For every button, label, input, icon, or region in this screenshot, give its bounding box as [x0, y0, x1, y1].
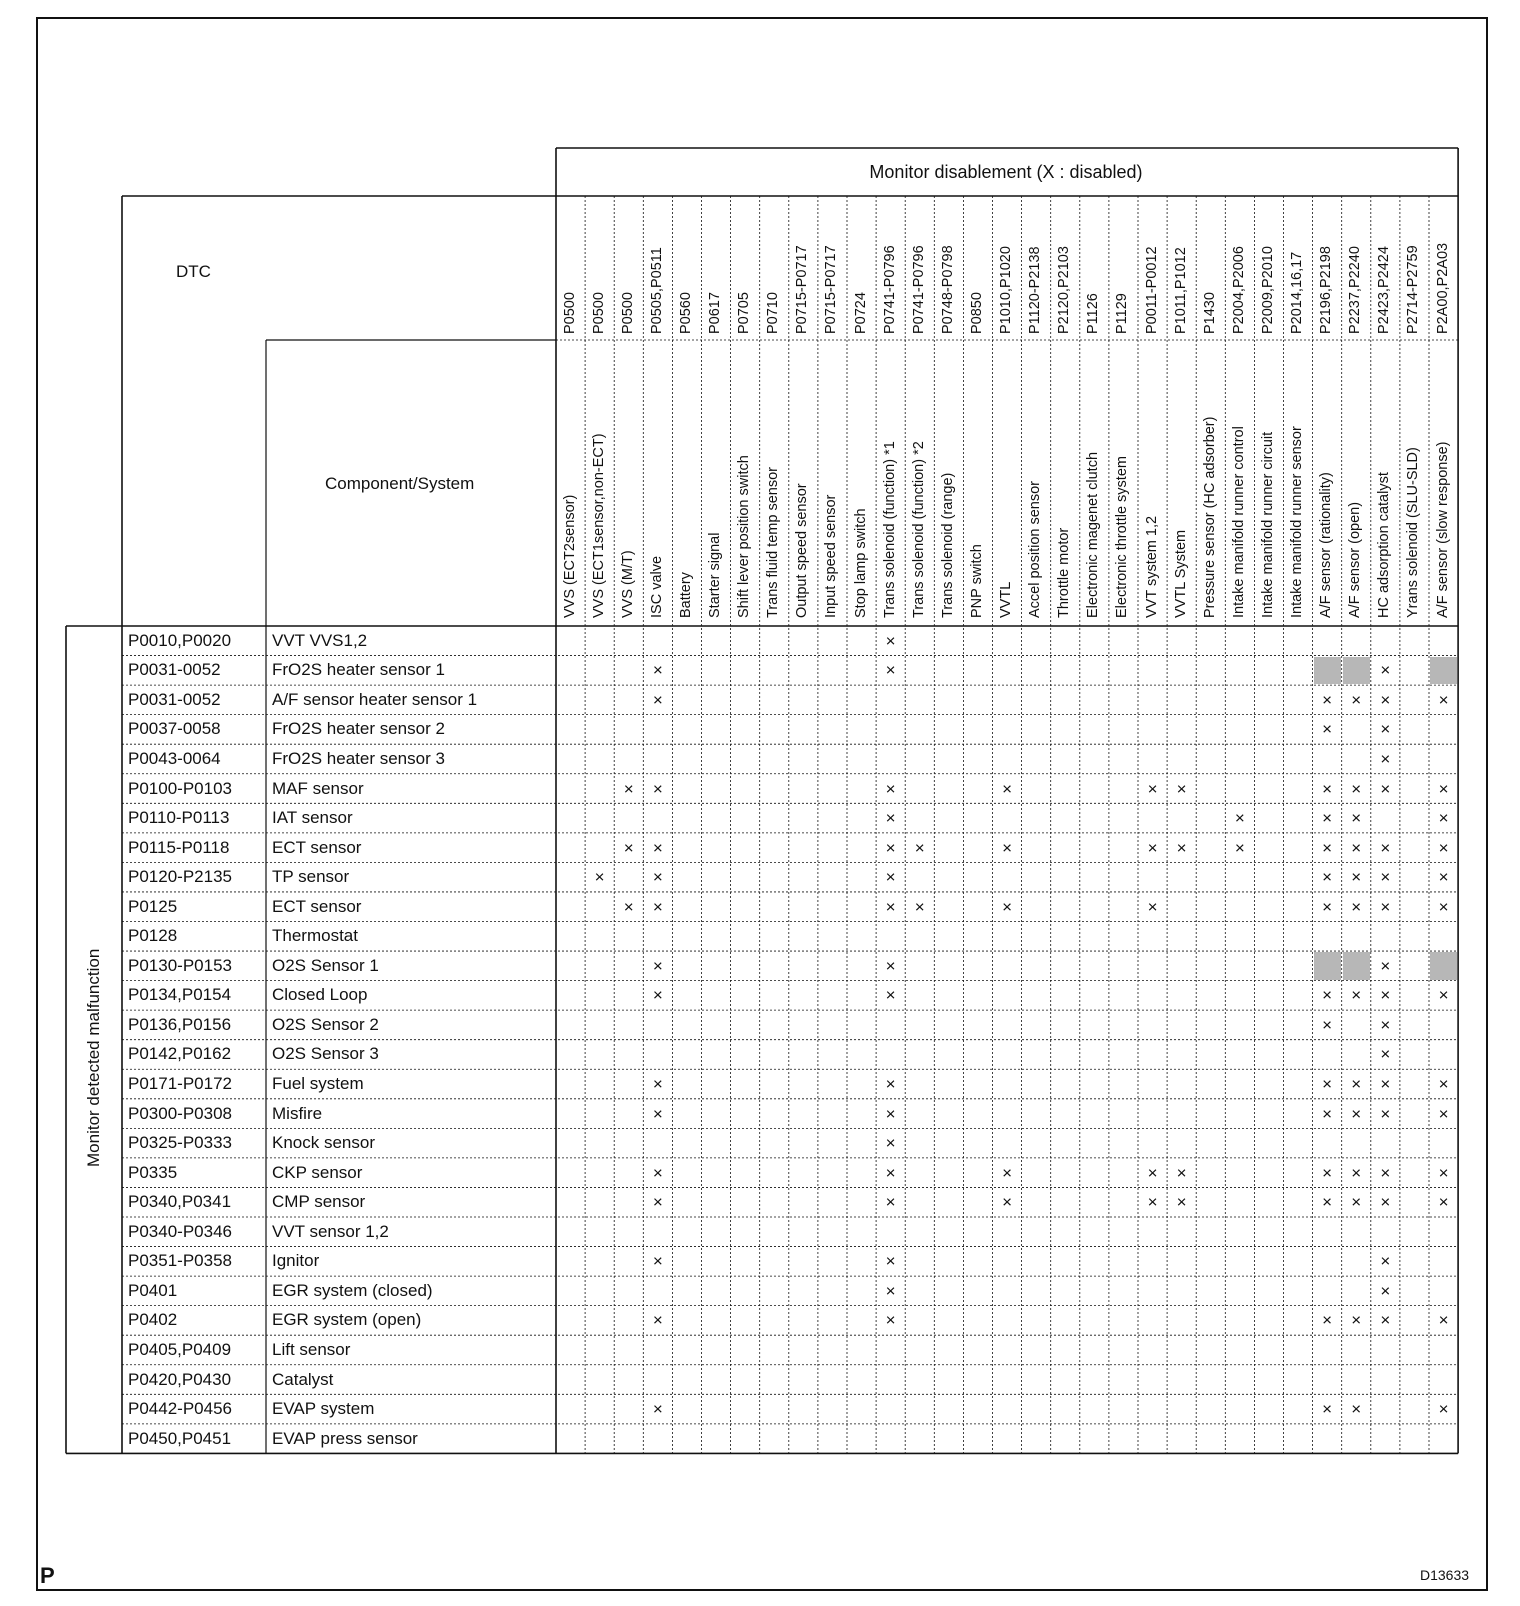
column-dtc-code: P0500: [590, 292, 607, 334]
disabled-mark: ×: [652, 690, 663, 710]
column-component-name: VVTL System: [1172, 529, 1189, 618]
column-component-name: A/F sensor (slow response): [1434, 441, 1451, 618]
disabled-mark: ×: [1176, 1163, 1187, 1183]
row-component: FrO2S heater sensor 2: [272, 719, 445, 739]
column-dtc-code: P1129: [1114, 293, 1131, 334]
column-component-name: VVS (ECT1sensor,non-ECT): [590, 433, 607, 618]
disabled-mark: ×: [1351, 1104, 1362, 1124]
row-component: Fuel system: [272, 1074, 364, 1094]
row-component: IAT sensor: [272, 808, 353, 828]
column-component-name: Starter signal: [707, 532, 724, 618]
column-component-name: Throttle motor: [1056, 527, 1073, 618]
disabled-mark: ×: [1380, 1310, 1391, 1330]
row-component: EVAP system: [272, 1399, 375, 1419]
disabled-mark: ×: [914, 897, 925, 917]
column-dtc-code: P2120,P2103: [1056, 246, 1073, 334]
disabled-mark: ×: [1380, 956, 1391, 976]
disabled-mark: ×: [1322, 1399, 1333, 1419]
row-component: O2S Sensor 1: [272, 955, 379, 975]
column-dtc-code: P0748-P0798: [939, 245, 956, 334]
disabled-mark: ×: [1438, 779, 1449, 799]
row-dtc: P0340,P0341: [128, 1192, 232, 1212]
column-component-name: Battery: [677, 572, 694, 618]
column-component-name: Intake manifold runner sensor: [1289, 426, 1306, 618]
row-dtc: P0125: [128, 896, 178, 916]
column-dtc-code: P0724: [852, 292, 869, 334]
disabled-mark: ×: [652, 1399, 663, 1419]
disabled-mark: ×: [1351, 985, 1362, 1005]
row-dtc: P0420,P0430: [128, 1369, 232, 1389]
disabled-mark: ×: [1380, 660, 1391, 680]
disabled-mark: ×: [652, 1074, 663, 1094]
disabled-mark: ×: [1322, 690, 1333, 710]
row-dtc: P0450,P0451: [128, 1428, 232, 1448]
page-letter: P: [40, 1563, 55, 1588]
disabled-mark: ×: [652, 956, 663, 976]
disabled-mark: ×: [1322, 897, 1333, 917]
disabled-mark: ×: [1147, 1192, 1158, 1212]
disabled-mark: ×: [885, 1192, 896, 1212]
disabled-mark: ×: [1351, 838, 1362, 858]
disabled-mark: ×: [1380, 1104, 1391, 1124]
disabled-mark: ×: [1322, 867, 1333, 887]
column-component-name: Intake manifold runner circuit: [1259, 431, 1276, 618]
disabled-mark: ×: [1438, 1192, 1449, 1212]
row-dtc: P0031-0052: [128, 660, 221, 680]
disabled-mark: ×: [1438, 1399, 1449, 1419]
column-component-name: Electronic magenet clutch: [1085, 451, 1102, 618]
column-component-name: VVS (ECT2sensor): [561, 494, 578, 618]
row-component: ECT sensor: [272, 896, 362, 916]
disabled-mark: ×: [1438, 808, 1449, 828]
column-component-name: Trans solenoid (function) *2: [910, 441, 927, 618]
row-dtc: P0136,P0156: [128, 1014, 232, 1034]
disabled-mark: ×: [885, 1310, 896, 1330]
row-component: O2S Sensor 3: [272, 1044, 379, 1064]
disabled-mark: ×: [1380, 1044, 1391, 1064]
row-dtc: P0043-0064: [128, 748, 221, 768]
disabled-mark: ×: [1002, 779, 1013, 799]
row-component: Misfire: [272, 1103, 323, 1123]
disabled-mark: ×: [1438, 1074, 1449, 1094]
disabled-mark: ×: [885, 808, 896, 828]
disabled-mark: ×: [1380, 690, 1391, 710]
column-dtc-code: P2237,P2240: [1347, 246, 1364, 334]
row-dtc: P0110-P0113: [128, 808, 230, 828]
row-dtc: P0325-P0333: [128, 1133, 232, 1153]
disabled-mark: ×: [652, 779, 663, 799]
column-component-name: Trans solenoid (function) *1: [881, 441, 898, 618]
row-component: Closed Loop: [272, 985, 368, 1005]
column-component-name: VVTL: [998, 581, 1015, 618]
row-dtc: P0401: [128, 1280, 178, 1300]
monitor-disablement-title: Monitor disablement (X : disabled): [869, 162, 1143, 182]
disabled-mark: ×: [623, 897, 634, 917]
row-component: Ignitor: [272, 1251, 320, 1271]
column-dtc-code: P0617: [707, 292, 724, 334]
row-dtc: P0010,P0020: [128, 630, 232, 650]
disabled-mark: ×: [1351, 1163, 1362, 1183]
disabled-mark: ×: [1380, 838, 1391, 858]
column-component-name: A/F sensor (open): [1347, 501, 1364, 618]
disabled-mark: ×: [652, 1310, 663, 1330]
column-dtc-code: P0715-P0717: [823, 245, 840, 334]
column-dtc-code: P0741-P0796: [881, 245, 898, 334]
column-dtc-code: P2714-P2759: [1405, 245, 1422, 334]
disabled-mark: ×: [1380, 1074, 1391, 1094]
disabled-mark: ×: [1380, 867, 1391, 887]
column-dtc-code: P0715-P0717: [794, 245, 811, 334]
disabled-mark: ×: [1322, 719, 1333, 739]
column-dtc-code: P0505,P0511: [648, 247, 665, 334]
column-component-name: Trans solenoid (range): [939, 472, 956, 618]
disabled-mark: ×: [1176, 838, 1187, 858]
disabled-mark: ×: [1176, 779, 1187, 799]
disabled-mark: ×: [1351, 1310, 1362, 1330]
disabled-mark: ×: [1438, 1104, 1449, 1124]
disabled-mark: ×: [1351, 1192, 1362, 1212]
row-dtc: P0134,P0154: [128, 985, 232, 1005]
disabled-mark: ×: [885, 956, 896, 976]
row-dtc: P0037-0058: [128, 719, 221, 739]
row-dtc: P0128: [128, 926, 178, 946]
disabled-mark: ×: [1351, 779, 1362, 799]
disabled-mark: ×: [1002, 897, 1013, 917]
column-dtc-code: P1126: [1085, 293, 1102, 334]
disabled-mark: ×: [1147, 1163, 1158, 1183]
row-dtc: P0442-P0456: [128, 1399, 232, 1419]
row-component: Thermostat: [272, 926, 358, 946]
column-dtc-code: P1011,P1012: [1172, 247, 1189, 334]
disabled-mark: ×: [1322, 1104, 1333, 1124]
column-component-name: Input speed sensor: [823, 494, 840, 618]
disabled-mark: ×: [885, 660, 896, 680]
disabled-mark: ×: [623, 838, 634, 858]
disabled-mark: ×: [885, 1104, 896, 1124]
column-component-name: Accel position sensor: [1027, 480, 1044, 618]
disabled-mark: ×: [885, 1074, 896, 1094]
column-component-name: VVS (M/T): [619, 550, 636, 618]
disabled-mark: ×: [885, 631, 896, 651]
dtc-header: DTC: [176, 262, 211, 281]
column-dtc-code: P2196,P2198: [1318, 246, 1335, 334]
column-dtc-code: P0011-P0012: [1143, 246, 1160, 334]
column-dtc-code: P2004,P2006: [1230, 246, 1247, 334]
disabled-mark: ×: [1234, 838, 1245, 858]
disabled-mark: ×: [1322, 985, 1333, 1005]
disabled-mark: ×: [914, 838, 925, 858]
disabled-mark: ×: [1322, 1163, 1333, 1183]
column-dtc-code: P0741-P0796: [910, 245, 927, 334]
column-dtc-code: P0705: [736, 292, 753, 334]
disabled-mark: ×: [885, 867, 896, 887]
row-component: A/F sensor heater sensor 1: [272, 689, 478, 709]
disabled-mark: ×: [652, 1251, 663, 1271]
disabled-mark: ×: [1380, 1163, 1391, 1183]
disabled-mark: ×: [652, 660, 663, 680]
row-dtc: P0340-P0346: [128, 1221, 232, 1241]
disabled-mark: ×: [1380, 1251, 1391, 1271]
column-dtc-code: P1120-P2138: [1027, 246, 1044, 334]
row-component: FrO2S heater sensor 1: [272, 660, 445, 680]
disabled-mark: ×: [652, 1104, 663, 1124]
column-component-name: A/F sensor (rationality): [1318, 472, 1335, 618]
row-component: Lift sensor: [272, 1339, 351, 1359]
disabled-mark: ×: [885, 1281, 896, 1301]
row-component: VVT VVS1,2: [272, 630, 368, 650]
row-component: EVAP press sensor: [272, 1428, 418, 1448]
disabled-mark: ×: [1147, 897, 1158, 917]
row-component: CMP sensor: [272, 1192, 366, 1212]
row-dtc: P0100-P0103: [128, 778, 232, 798]
disabled-mark: ×: [1351, 808, 1362, 828]
shaded-cell: [1314, 952, 1341, 980]
disabled-mark: ×: [1351, 1399, 1362, 1419]
column-dtc-code: P2009,P2010: [1259, 246, 1276, 334]
row-component: VVT sensor 1,2: [272, 1221, 389, 1241]
row-dtc: P0142,P0162: [128, 1044, 232, 1064]
disabled-mark: ×: [1380, 719, 1391, 739]
disabled-mark: ×: [1438, 897, 1449, 917]
disabled-mark: ×: [1438, 985, 1449, 1005]
disabled-mark: ×: [1438, 867, 1449, 887]
column-component-name: Electronic throttle system: [1114, 456, 1131, 618]
disabled-mark: ×: [1002, 838, 1013, 858]
disabled-mark: ×: [1351, 690, 1362, 710]
disabled-mark: ×: [1380, 985, 1391, 1005]
shaded-cell: [1430, 952, 1457, 980]
row-component: ECT sensor: [272, 837, 362, 857]
row-dtc: P0120-P2135: [128, 867, 232, 887]
disabled-mark: ×: [1351, 897, 1362, 917]
disabled-mark: ×: [885, 897, 896, 917]
disabled-mark: ×: [1322, 1015, 1333, 1035]
disabled-mark: ×: [885, 838, 896, 858]
row-component: CKP sensor: [272, 1162, 363, 1182]
disabled-mark: ×: [1380, 897, 1391, 917]
disabled-mark: ×: [885, 1163, 896, 1183]
row-dtc: P0130-P0153: [128, 955, 232, 975]
disabled-mark: ×: [623, 779, 634, 799]
column-dtc-code: P1430: [1201, 292, 1218, 334]
shaded-cell: [1343, 657, 1370, 685]
column-component-name: Trans fluid temp sensor: [765, 467, 782, 618]
row-component: FrO2S heater sensor 3: [272, 748, 445, 768]
row-dtc: P0335: [128, 1162, 178, 1182]
column-component-name: Pressure sensor (HC adsorber): [1201, 416, 1218, 618]
row-component: TP sensor: [272, 867, 350, 887]
disabled-mark: ×: [1322, 838, 1333, 858]
column-component-name: Intake manifold runner control: [1230, 426, 1247, 618]
row-dtc: P0115-P0118: [128, 837, 230, 857]
row-component: Knock sensor: [272, 1133, 375, 1153]
row-component: EGR system (open): [272, 1310, 422, 1330]
disabled-mark: ×: [1438, 1163, 1449, 1183]
column-component-name: Stop lamp switch: [852, 508, 869, 618]
disabled-mark: ×: [1438, 838, 1449, 858]
disabled-mark: ×: [1176, 1192, 1187, 1212]
column-dtc-code: P0500: [619, 292, 636, 334]
column-dtc-code: P0850: [968, 292, 985, 334]
disabled-mark: ×: [1234, 808, 1245, 828]
column-component-name: ISC valve: [648, 555, 665, 618]
disabled-mark: ×: [652, 867, 663, 887]
row-dtc: P0351-P0358: [128, 1251, 232, 1271]
disabled-mark: ×: [885, 985, 896, 1005]
column-dtc-code: P0560: [677, 292, 694, 334]
column-dtc-code: P0710: [765, 292, 782, 334]
disabled-mark: ×: [1380, 779, 1391, 799]
column-component-name: Yrans solenoid (SLU-SLD): [1405, 447, 1422, 618]
disabled-mark: ×: [1322, 808, 1333, 828]
disabled-mark: ×: [1002, 1163, 1013, 1183]
column-component-name: HC adsorption catalyst: [1376, 472, 1393, 618]
column-component-name: Output speed sensor: [794, 483, 811, 618]
disabled-mark: ×: [885, 1251, 896, 1271]
disabled-mark: ×: [1380, 1192, 1391, 1212]
disabled-mark: ×: [1351, 1074, 1362, 1094]
disabled-mark: ×: [594, 867, 605, 887]
disabled-mark: ×: [1322, 1310, 1333, 1330]
disabled-mark: ×: [652, 838, 663, 858]
shaded-cell: [1314, 657, 1341, 685]
column-dtc-code: P2A00,P2A03: [1434, 242, 1451, 334]
disabled-mark: ×: [1438, 690, 1449, 710]
column-dtc-code: P2423,P2424: [1376, 246, 1393, 334]
column-component-name: Shift lever position switch: [736, 455, 753, 618]
disabled-mark: ×: [1322, 1074, 1333, 1094]
disabled-mark: ×: [1002, 1192, 1013, 1212]
disabled-mark: ×: [652, 985, 663, 1005]
row-dtc: P0171-P0172: [128, 1074, 232, 1094]
disabled-mark: ×: [1147, 838, 1158, 858]
disabled-mark: ×: [1438, 1310, 1449, 1330]
shaded-cell: [1430, 657, 1457, 685]
column-dtc-code: P0500: [561, 292, 578, 334]
disabled-mark: ×: [1380, 749, 1391, 769]
row-dtc: P0402: [128, 1310, 178, 1330]
component-system-header: Component/System: [325, 474, 475, 493]
row-component: EGR system (closed): [272, 1280, 433, 1300]
disabled-mark: ×: [652, 897, 663, 917]
row-dtc: P0031-0052: [128, 689, 221, 709]
disabled-mark: ×: [652, 1192, 663, 1212]
row-dtc: P0300-P0308: [128, 1103, 232, 1123]
row-dtc: P0405,P0409: [128, 1339, 232, 1359]
disabled-mark: ×: [885, 1133, 896, 1153]
column-component-name: PNP switch: [968, 544, 985, 618]
disabled-mark: ×: [1147, 779, 1158, 799]
column-component-name: VVT system 1,2: [1143, 515, 1160, 618]
disabled-mark: ×: [652, 1163, 663, 1183]
disabled-mark: ×: [1380, 1281, 1391, 1301]
disabled-mark: ×: [885, 779, 896, 799]
row-component: Catalyst: [272, 1369, 334, 1389]
row-component: O2S Sensor 2: [272, 1014, 379, 1034]
disabled-mark: ×: [1322, 1192, 1333, 1212]
shaded-cell: [1343, 952, 1370, 980]
figure-id: D13633: [1420, 1567, 1470, 1583]
row-component: MAF sensor: [272, 778, 364, 798]
disabled-mark: ×: [1351, 867, 1362, 887]
column-dtc-code: P2014,16,17: [1289, 251, 1306, 334]
disabled-mark: ×: [1322, 779, 1333, 799]
monitor-detected-malfunction-label: Monitor detected malfunction: [84, 948, 103, 1167]
column-dtc-code: P1010,P1020: [998, 246, 1015, 334]
disabled-mark: ×: [1380, 1015, 1391, 1035]
